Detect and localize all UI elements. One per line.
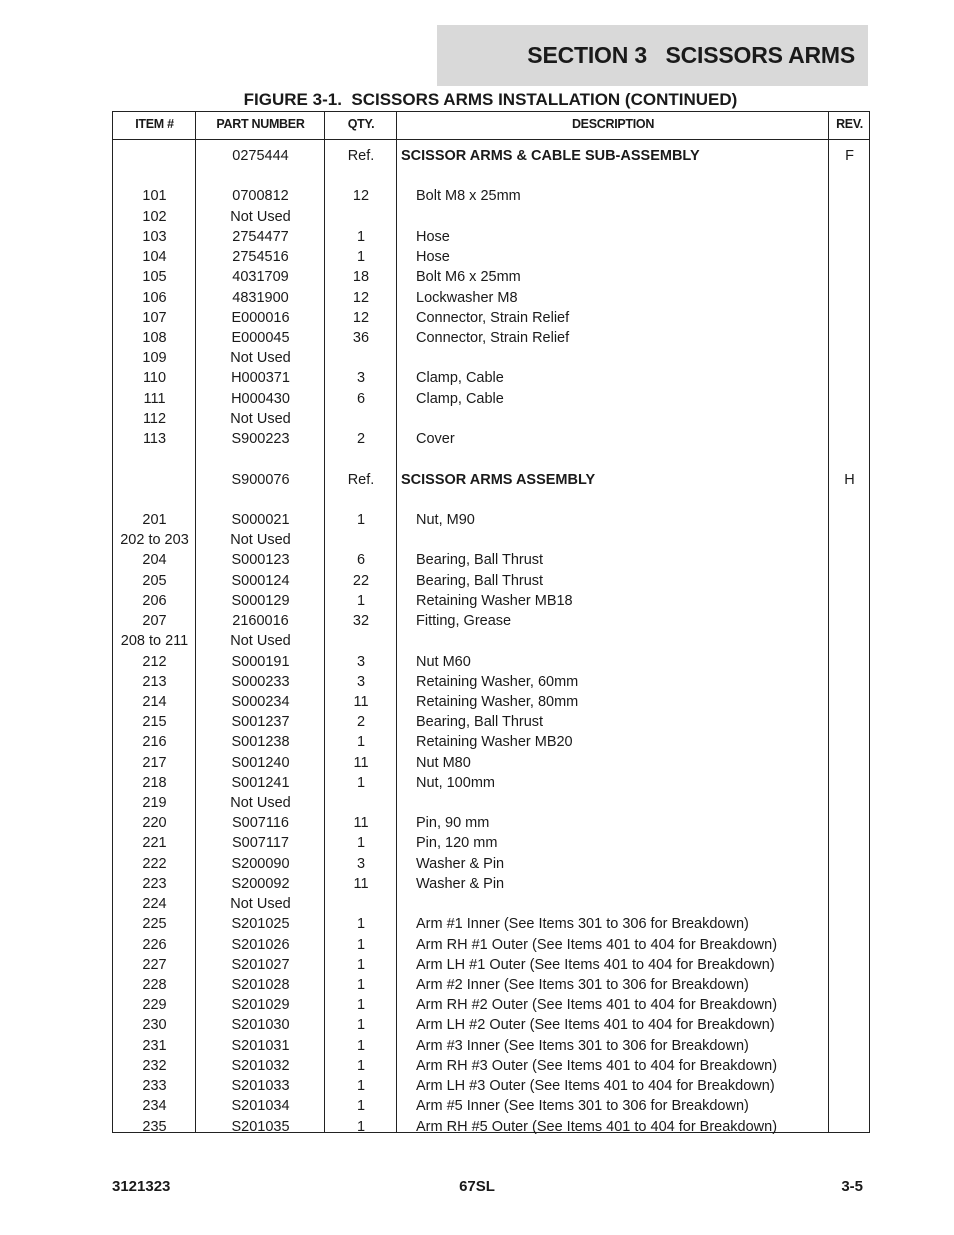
qty-cell: 22 — [352, 572, 370, 589]
description-cell: Nut, 100mm — [416, 774, 495, 791]
column-header-rev: REV. — [836, 117, 863, 131]
item-cell: 219 — [142, 795, 167, 812]
description-cell: Arm #3 Inner (See Items 301 to 306 for Breakdown) — [416, 1037, 749, 1054]
item-cell: 214 — [142, 693, 167, 710]
qty-cell: 3 — [356, 855, 366, 872]
description-cell: SCISSOR ARMS ASSEMBLY — [401, 471, 596, 488]
part-number-cell: 0275444 — [232, 148, 289, 164]
item-cell: 222 — [142, 855, 167, 872]
item-cell: 223 — [142, 875, 167, 892]
item-cell: 109 — [142, 350, 167, 367]
part-number-cell: S007117 — [232, 835, 289, 852]
item-cell: 206 — [142, 592, 167, 609]
part-number-cell: 0700812 — [232, 188, 289, 205]
description-cell: Clamp, Cable — [416, 390, 504, 407]
item-cell: 216 — [142, 734, 167, 751]
item-cell: 235 — [142, 1118, 167, 1135]
table-row — [113, 896, 869, 916]
qty-cell: 1 — [356, 1078, 366, 1095]
part-number-cell: S001238 — [231, 734, 290, 751]
table-row — [113, 552, 869, 572]
part-number-cell: S201035 — [231, 1118, 290, 1135]
description-cell: Nut, M90 — [416, 511, 475, 528]
table-row — [113, 411, 869, 431]
part-number-cell: S201025 — [231, 916, 290, 933]
part-number-cell: S201029 — [231, 997, 290, 1014]
item-cell: 232 — [142, 1057, 167, 1074]
item-cell: 220 — [142, 815, 167, 832]
table-row — [113, 1119, 869, 1139]
item-cell: 101 — [142, 188, 167, 205]
item-cell: 221 — [142, 835, 167, 852]
item-cell: 228 — [142, 977, 167, 994]
rev-cell: F — [845, 148, 854, 164]
item-cell: 204 — [142, 552, 167, 569]
footer-page-number: 3-5 — [841, 1178, 863, 1195]
qty-cell: 1 — [356, 592, 366, 609]
table-row — [113, 573, 869, 593]
qty-cell: 1 — [356, 734, 366, 751]
part-number-cell: 4031709 — [232, 269, 289, 286]
part-number-cell: S201033 — [231, 1078, 290, 1095]
description-cell: Fitting, Grease — [416, 613, 512, 630]
description-cell: Hose — [416, 249, 450, 266]
qty-cell: 3 — [356, 653, 366, 670]
item-cell: 227 — [142, 956, 167, 973]
section-banner — [437, 25, 868, 86]
table-row — [113, 633, 869, 653]
qty-cell: 1 — [356, 835, 366, 852]
qty-cell: 12 — [352, 289, 370, 306]
item-cell: 102 — [142, 208, 167, 225]
description-cell: Pin, 90 mm — [416, 815, 490, 832]
part-number-cell: E000045 — [231, 329, 290, 346]
part-number-cell: H000371 — [231, 370, 290, 387]
qty-cell: 1 — [356, 936, 366, 953]
qty-cell: 1 — [356, 1118, 366, 1135]
description-cell: Clamp, Cable — [416, 370, 504, 387]
table-row — [113, 957, 869, 977]
table-row — [113, 229, 869, 249]
figure-title: FIGURE 3-1. SCISSORS ARMS INSTALLATION (CONTINUED) — [243, 90, 738, 109]
description-cell: Connector, Strain Relief — [416, 329, 570, 346]
part-number-cell: S000021 — [231, 511, 290, 528]
part-number-cell: S201027 — [231, 956, 290, 973]
description-cell: Arm #2 Inner (See Items 301 to 306 for Breakdown) — [416, 977, 749, 994]
part-number-cell: S007116 — [232, 815, 289, 832]
item-cell: 207 — [142, 613, 167, 630]
description-cell: Bolt M6 x 25mm — [416, 269, 521, 286]
part-number-cell: S900223 — [231, 431, 290, 448]
table-row — [113, 269, 869, 289]
column-header-item: ITEM # — [135, 117, 174, 131]
item-cell: 105 — [142, 269, 167, 286]
table-row — [113, 310, 869, 330]
qty-cell: 1 — [356, 1057, 366, 1074]
description-cell: Retaining Washer, 80mm — [416, 693, 579, 710]
part-number-cell: S201030 — [231, 1017, 290, 1034]
table-row — [113, 188, 869, 208]
qty-cell: 11 — [353, 754, 369, 771]
description-cell: Washer & Pin — [416, 855, 505, 872]
item-cell: 111 — [143, 390, 166, 407]
description-cell: Arm RH #3 Outer (See Items 401 to 404 for Breakdown) — [416, 1057, 778, 1074]
table-row — [113, 391, 869, 411]
table-row — [113, 209, 869, 229]
item-cell: 233 — [142, 1078, 167, 1095]
qty-cell: 3 — [356, 673, 366, 690]
table-row — [113, 330, 869, 350]
description-cell: Arm #5 Inner (See Items 301 to 306 for Breakdown) — [416, 1098, 749, 1115]
qty-cell: 1 — [356, 997, 366, 1014]
table-row — [113, 734, 869, 754]
table-row — [113, 674, 869, 694]
section-title: SECTION 3 SCISSORS ARMS — [527, 42, 855, 68]
description-cell: Arm RH #1 Outer (See Items 401 to 404 for Breakdown) — [416, 936, 778, 953]
table-row — [113, 1017, 869, 1037]
part-number-cell: Not Used — [230, 633, 291, 650]
item-cell: 218 — [142, 774, 167, 791]
qty-cell: 2 — [356, 714, 366, 731]
header-divider — [113, 139, 869, 140]
part-number-cell: S000124 — [231, 572, 290, 589]
item-cell: 212 — [142, 653, 167, 670]
item-cell: 217 — [142, 754, 167, 771]
part-number-cell: Not Used — [230, 410, 291, 427]
table-row — [113, 249, 869, 269]
description-cell: Arm LH #2 Outer (See Items 401 to 404 for Breakdown) — [416, 1017, 775, 1034]
qty-cell: 1 — [356, 956, 366, 973]
table-row — [113, 977, 869, 997]
qty-cell: 2 — [356, 431, 366, 448]
description-cell: Nut M80 — [416, 754, 471, 771]
item-cell: 231 — [142, 1037, 167, 1054]
description-cell: Connector, Strain Relief — [416, 309, 570, 326]
table-row — [113, 755, 869, 775]
description-cell: Washer & Pin — [416, 875, 505, 892]
table-row — [113, 431, 869, 451]
item-cell: 213 — [142, 673, 167, 690]
footer-model: 67SL — [459, 1178, 495, 1195]
description-cell: Arm #1 Inner (See Items 301 to 306 for Breakdown) — [416, 916, 749, 933]
table-row — [113, 1098, 869, 1118]
item-cell: 205 — [142, 572, 167, 589]
item-cell: 113 — [142, 431, 167, 448]
assembly-header-row — [113, 472, 869, 492]
description-cell: Cover — [416, 431, 455, 448]
parts-table — [112, 111, 870, 1133]
part-number-cell: S000234 — [231, 693, 290, 710]
item-cell: 110 — [142, 370, 167, 387]
qty-cell: 12 — [352, 309, 370, 326]
table-row — [113, 613, 869, 633]
table-row — [113, 532, 869, 552]
item-cell: 201 — [142, 511, 167, 528]
item-cell: 215 — [142, 714, 167, 731]
table-row — [113, 876, 869, 896]
table-row — [113, 370, 869, 390]
item-cell: 106 — [142, 289, 167, 306]
item-cell: 234 — [142, 1098, 167, 1115]
table-row — [113, 654, 869, 674]
part-number-cell: S000233 — [231, 673, 290, 690]
description-cell: Arm LH #3 Outer (See Items 401 to 404 for Breakdown) — [416, 1078, 775, 1095]
description-cell: Bearing, Ball Thrust — [416, 572, 544, 589]
qty-cell: 12 — [352, 188, 370, 205]
table-row — [113, 937, 869, 957]
table-row — [113, 795, 869, 815]
description-cell: Arm LH #1 Outer (See Items 401 to 404 for Breakdown) — [416, 956, 775, 973]
description-cell: Lockwasher M8 — [416, 289, 518, 306]
qty-cell: 32 — [352, 613, 370, 630]
description-cell: SCISSOR ARMS & CABLE SUB-ASSEMBLY — [401, 148, 700, 164]
item-cell: 103 — [142, 228, 167, 245]
table-row — [113, 694, 869, 714]
description-cell: Retaining Washer MB20 — [416, 734, 573, 751]
rev-cell: H — [844, 471, 855, 488]
table-row — [113, 350, 869, 370]
description-cell: Retaining Washer, 60mm — [416, 673, 579, 690]
column-header-qty: QTY. — [347, 117, 375, 131]
part-number-cell: S200090 — [231, 855, 290, 872]
part-number-cell: Not Used — [230, 532, 291, 549]
part-number-cell: S001241 — [231, 774, 290, 791]
item-cell: 224 — [142, 896, 167, 913]
table-row — [113, 593, 869, 613]
qty-cell: 11 — [353, 693, 369, 710]
part-number-cell: Not Used — [230, 350, 291, 367]
table-row — [113, 997, 869, 1017]
part-number-cell: Not Used — [230, 896, 291, 913]
qty-cell: 1 — [356, 1017, 366, 1034]
part-number-cell: 2754477 — [232, 228, 289, 245]
item-cell: 225 — [142, 916, 167, 933]
item-cell: 230 — [142, 1017, 167, 1034]
part-number-cell: S001240 — [231, 754, 290, 771]
part-number-cell: S201028 — [231, 977, 290, 994]
part-number-cell: E000016 — [231, 309, 290, 326]
description-cell: Bearing, Ball Thrust — [416, 714, 544, 731]
part-number-cell: S201032 — [231, 1057, 290, 1074]
table-row — [113, 290, 869, 310]
qty-cell: 3 — [356, 370, 366, 387]
qty-cell: 6 — [356, 552, 366, 569]
part-number-cell: S000129 — [231, 592, 290, 609]
item-cell: 112 — [142, 410, 167, 427]
table-row — [113, 1058, 869, 1078]
table-row — [113, 835, 869, 855]
part-number-cell: 2754516 — [232, 249, 289, 266]
description-cell: Bearing, Ball Thrust — [416, 552, 544, 569]
qty-cell: Ref. — [347, 148, 375, 164]
item-cell: 202 to 203 — [120, 532, 189, 549]
part-number-cell: S201034 — [231, 1098, 290, 1115]
item-cell: 208 to 211 — [120, 633, 189, 650]
item-cell: 226 — [142, 936, 167, 953]
qty-cell: 1 — [356, 774, 366, 791]
qty-cell: 1 — [356, 916, 366, 933]
qty-cell: 1 — [356, 977, 366, 994]
part-number-cell: S000123 — [231, 552, 290, 569]
part-number-cell: S201026 — [231, 936, 290, 953]
qty-cell: 11 — [353, 875, 369, 892]
table-row — [113, 856, 869, 876]
item-cell: 107 — [142, 309, 167, 326]
part-number-cell: Not Used — [230, 795, 291, 812]
part-number-cell: S201031 — [231, 1037, 290, 1054]
part-number-cell: S001237 — [231, 714, 290, 731]
part-number-cell: S200092 — [231, 875, 290, 892]
table-row — [113, 775, 869, 795]
footer-document-number: 3121323 — [112, 1178, 171, 1195]
column-header-description: DESCRIPTION — [571, 117, 655, 131]
qty-cell: 1 — [356, 511, 366, 528]
table-row — [113, 1078, 869, 1098]
part-number-cell: Not Used — [230, 208, 291, 225]
part-number-cell: 2160016 — [232, 613, 289, 630]
description-cell: Arm RH #5 Outer (See Items 401 to 404 for Breakdown) — [416, 1118, 778, 1135]
qty-cell: 36 — [352, 329, 370, 346]
qty-cell: 1 — [356, 1037, 366, 1054]
qty-cell: Ref. — [347, 471, 375, 488]
part-number-cell: H000430 — [231, 390, 290, 407]
description-cell: Nut M60 — [416, 653, 471, 670]
table-row — [113, 916, 869, 936]
column-header-part-number: PART NUMBER — [216, 117, 305, 131]
description-cell: Pin, 120 mm — [416, 835, 498, 852]
description-cell: Hose — [416, 228, 450, 245]
assembly-header-row — [113, 148, 869, 168]
item-cell: 229 — [142, 997, 167, 1014]
qty-cell: 1 — [356, 228, 366, 245]
table-row — [113, 815, 869, 835]
qty-cell: 11 — [353, 815, 369, 832]
description-cell: Arm RH #2 Outer (See Items 401 to 404 for Breakdown) — [416, 997, 778, 1014]
table-row — [113, 512, 869, 532]
qty-cell: 6 — [356, 390, 366, 407]
description-cell: Retaining Washer MB18 — [416, 592, 573, 609]
qty-cell: 1 — [356, 1098, 366, 1115]
table-row — [113, 714, 869, 734]
table-row — [113, 1038, 869, 1058]
qty-cell: 18 — [352, 269, 370, 286]
part-number-cell: 4831900 — [232, 289, 289, 306]
item-cell: 108 — [142, 329, 167, 346]
qty-cell: 1 — [356, 249, 366, 266]
part-number-cell: S900076 — [231, 471, 290, 488]
part-number-cell: S000191 — [231, 653, 290, 670]
item-cell: 104 — [142, 249, 167, 266]
description-cell: Bolt M8 x 25mm — [416, 188, 521, 205]
